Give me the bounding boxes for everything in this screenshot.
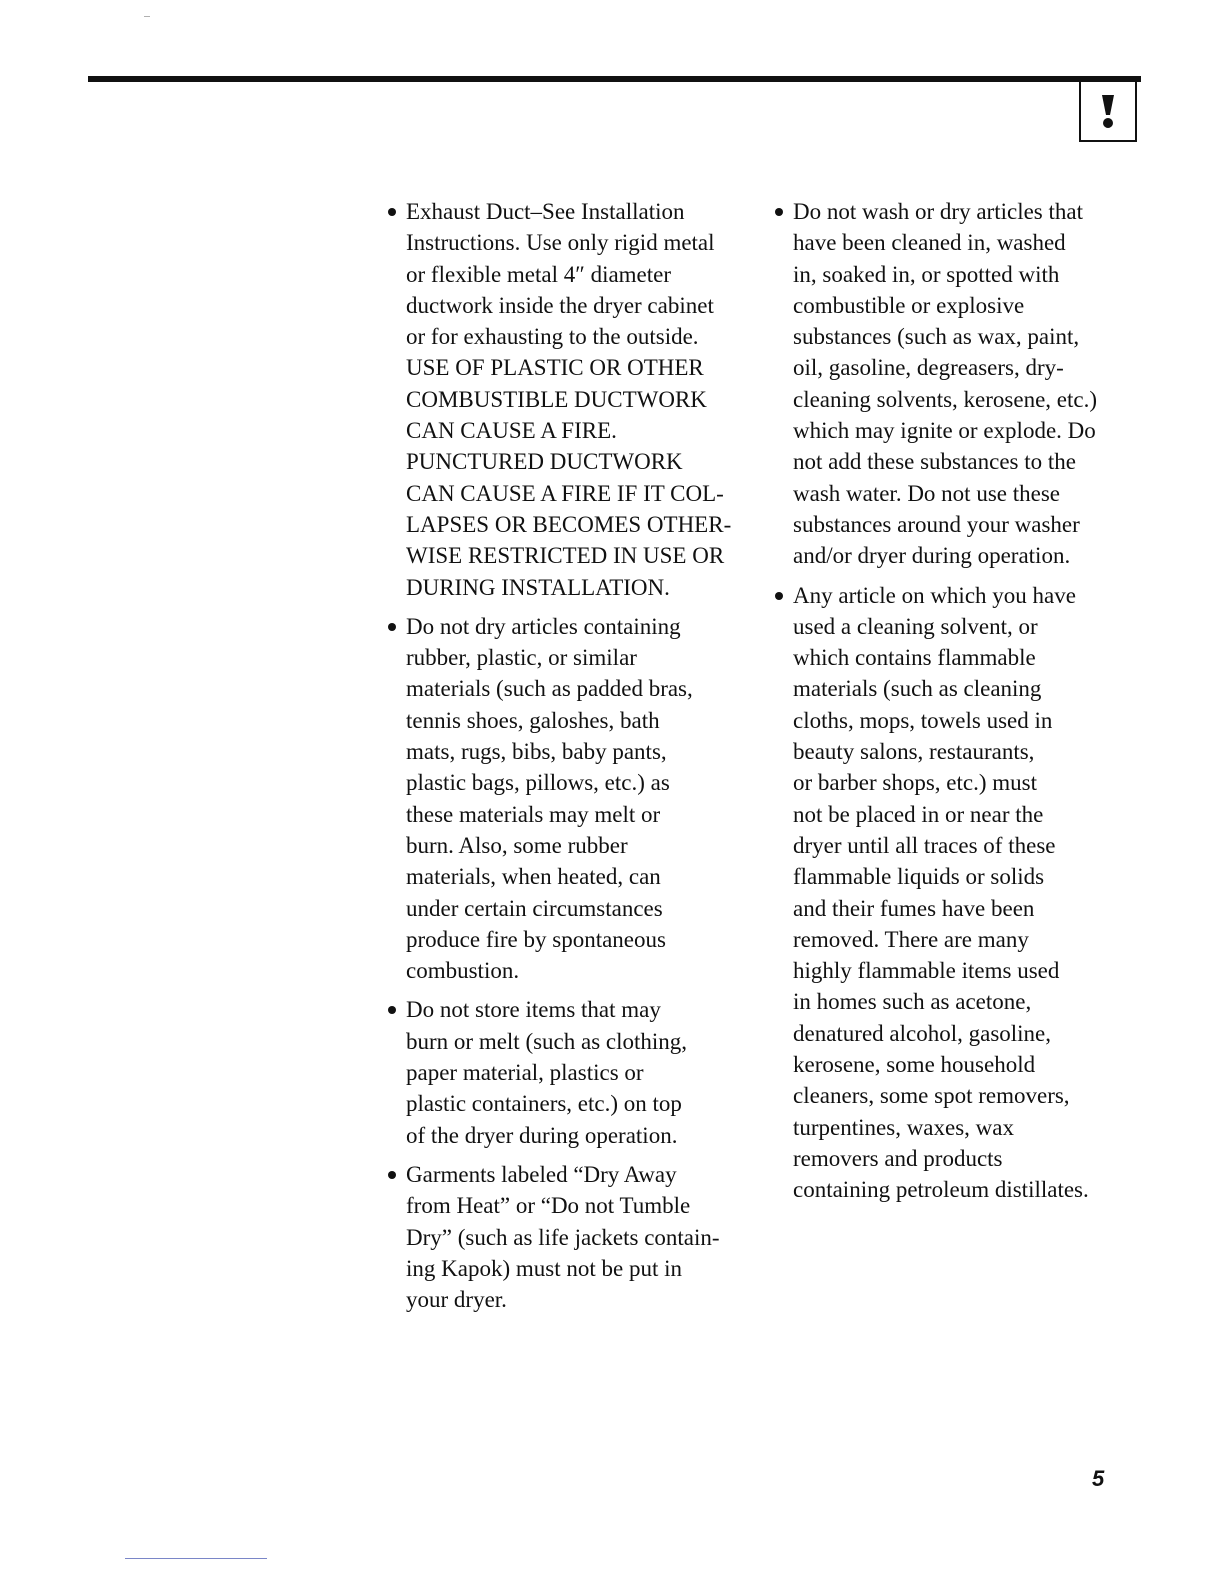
text-line: these materials may melt or [406, 801, 661, 827]
text-line: or for exhausting to the outside. [406, 324, 699, 350]
safety-item-rubber-plastic [388, 611, 768, 987]
text-line: Exhaust Duct–See Installation [406, 199, 685, 224]
text-line: removers and products [793, 1145, 1003, 1171]
bullet-icon [388, 208, 396, 216]
bullet-icon [388, 1006, 396, 1014]
text-line: combustible or explosive [793, 292, 1025, 318]
text-line: used a cleaning solvent, or [793, 613, 1038, 639]
text-line: DURING INSTALLATION. [406, 574, 670, 600]
text-line: cloths, mops, towels used in [793, 707, 1053, 733]
text-line: denatured alcohol, gasoline, [793, 1020, 1052, 1046]
text-line: combustion. [406, 958, 520, 984]
text-line: and their fumes have been [793, 895, 1035, 921]
text-line: ductwork inside the dryer cabinet [406, 292, 714, 318]
text-line: or flexible metal 4″ diameter [406, 261, 672, 287]
exclamation-icon [1099, 93, 1117, 129]
text-line: removed. There are many [793, 926, 1029, 952]
right-column [775, 196, 1145, 1206]
text-line: not add these substances to the [793, 449, 1076, 475]
text-line: kerosene, some household [793, 1052, 1036, 1078]
safety-item-combustible-substances [775, 196, 1145, 572]
text-line: not be placed in or near the [793, 801, 1044, 827]
bullet-icon [388, 1171, 396, 1179]
text-line: plastic bags, pillows, etc.) as [406, 770, 670, 796]
text-line: WISE RESTRICTED IN USE OR [406, 543, 725, 569]
text-line: LAPSES OR BECOMES OTHER- [406, 511, 732, 537]
text-line: Garments labeled “Dry Away [406, 1161, 677, 1187]
text-line: paper material, plastics or [406, 1060, 644, 1086]
footer-rule [125, 1558, 267, 1559]
text-line: mats, rugs, bibs, baby pants, [406, 739, 667, 765]
text-line: substances (such as wax, paint, [793, 324, 1080, 350]
text-line: tennis shoes, galoshes, bath [406, 707, 660, 733]
text-line: burn or melt (such as clothing, [406, 1028, 688, 1054]
text-line: plastic containers, etc.) on top [406, 1091, 682, 1117]
scan-mark [144, 16, 150, 17]
text-line: ing Kapok) must not be put in [406, 1255, 682, 1281]
text-line: COMBUSTIBLE DUCTWORK [406, 386, 707, 412]
text-line: beauty salons, restaurants, [793, 739, 1035, 765]
text-line: your dryer. [406, 1287, 507, 1313]
text-line: Dry” (such as life jackets contain- [406, 1224, 720, 1250]
bullet-icon [388, 623, 396, 631]
text-line: which contains flammable [793, 645, 1036, 671]
warning-tab [1079, 82, 1137, 142]
text-line: PUNCTURED DUCTWORK [406, 449, 683, 475]
text-line: CAN CAUSE A FIRE. [406, 418, 617, 444]
safety-item-garments-labeled [388, 1159, 768, 1315]
text-line: Instructions. Use only rigid metal [406, 230, 715, 256]
text-line: oil, gasoline, degreasers, dry- [793, 355, 1064, 381]
bullet-icon [775, 208, 783, 216]
text-line: substances around your washer [793, 511, 1080, 537]
text-line: under certain circumstances [406, 895, 663, 921]
safety-item-exhaust-duct [388, 196, 768, 603]
safety-item-flammable-materials [775, 580, 1145, 1206]
text-line: turpentines, waxes, wax [793, 1114, 1014, 1140]
text-line: cleaners, some spot removers, [793, 1083, 1070, 1109]
text-line: materials (such as cleaning [793, 676, 1042, 702]
text-line: from Heat” or “Do not Tumble [406, 1193, 691, 1219]
bullet-icon [775, 592, 783, 600]
text-line: Do not store items that may [406, 997, 661, 1023]
text-line: materials, when heated, can [406, 864, 661, 890]
header-rule [88, 76, 1141, 82]
text-line: of the dryer during operation. [406, 1122, 678, 1148]
page-number: 5 [1092, 1466, 1105, 1491]
text-line: containing petroleum distillates. [793, 1177, 1089, 1203]
left-column [388, 196, 768, 1315]
text-line: dryer until all traces of these [793, 832, 1056, 858]
text-line: in homes such as acetone, [793, 989, 1032, 1015]
text-line: produce fire by spontaneous [406, 926, 666, 952]
text-line: flammable liquids or solids [793, 864, 1045, 890]
text-line: or barber shops, etc.) must [793, 770, 1037, 796]
text-line: in, soaked in, or spotted with [793, 261, 1060, 287]
text-line: and/or dryer during operation. [793, 543, 1071, 569]
text-line: materials (such as padded bras, [406, 676, 693, 702]
text-line: CAN CAUSE A FIRE IF IT COL- [406, 480, 724, 506]
text-line: have been cleaned in, washed [793, 230, 1066, 256]
text-line: Any article on which you have [793, 582, 1076, 608]
text-line: Do not dry articles containing [406, 613, 681, 639]
text-line: wash water. Do not use these [793, 480, 1060, 506]
text-line: Do not wash or dry articles that [793, 199, 1083, 224]
text-line: rubber, plastic, or similar [406, 645, 637, 671]
safety-item-store-items [388, 994, 768, 1150]
text-line: cleaning solvents, kerosene, etc.) [793, 386, 1097, 412]
text-line: highly flammable items used [793, 958, 1060, 984]
text-line: burn. Also, some rubber [406, 832, 628, 858]
text-line: which may ignite or explode. Do [793, 418, 1096, 444]
text-line: USE OF PLASTIC OR OTHER [406, 355, 704, 381]
